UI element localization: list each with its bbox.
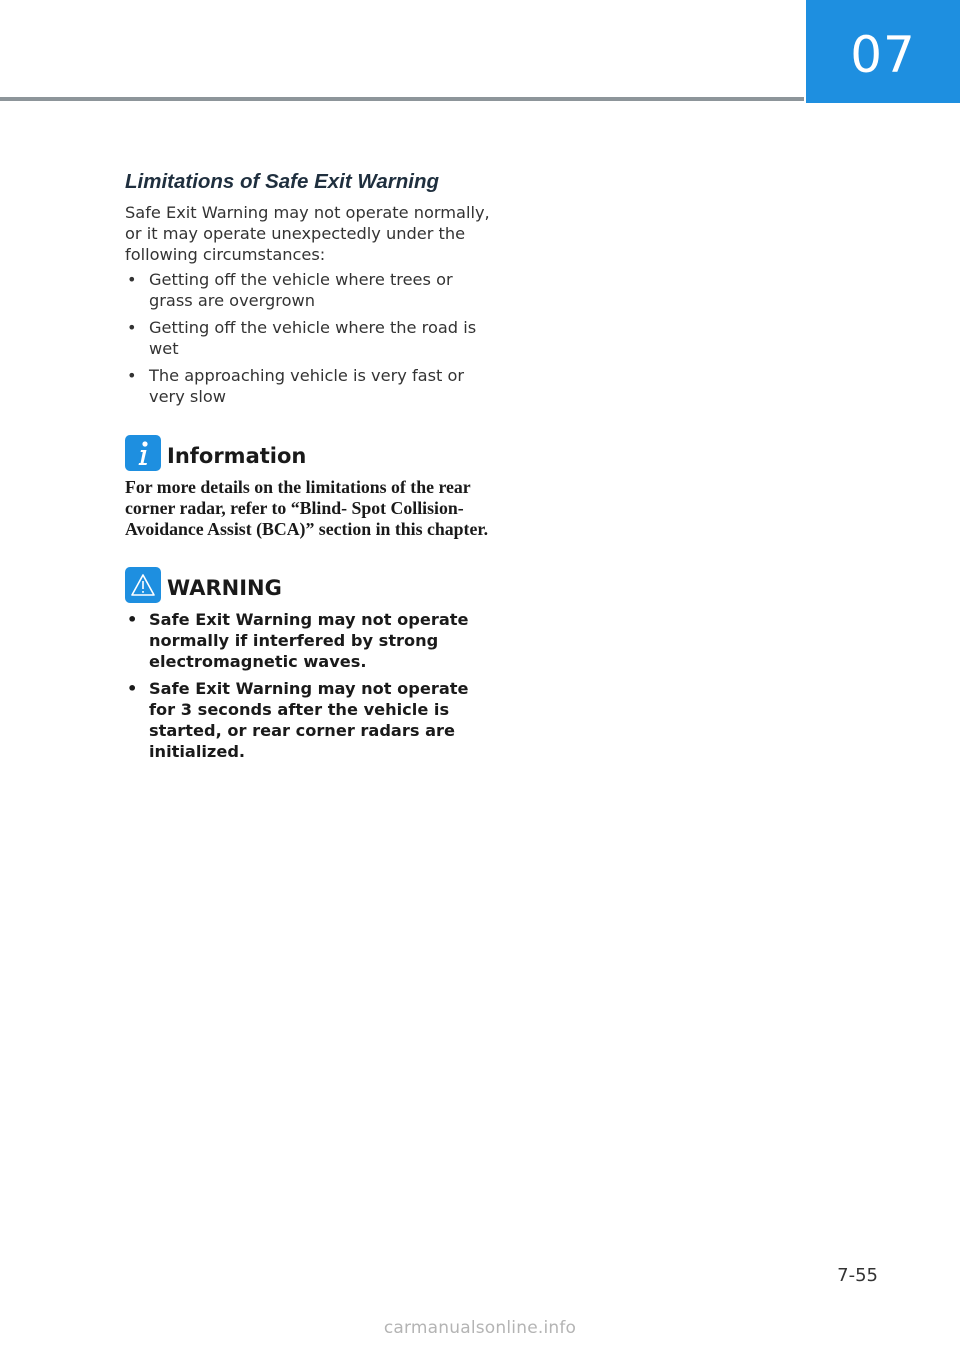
list-item-text: Safe Exit Warning may not operate normally if interfered by strong electromagnetic waves.: [149, 610, 469, 671]
warning-list: [125, 609, 493, 762]
page-number: 7-55: [837, 1265, 878, 1286]
warning-triangle-icon: [125, 567, 161, 603]
limitations-list: [125, 269, 493, 407]
list-item-text: Safe Exit Warning may not operate for 3 seconds after the vehicle is started, or rear corner radars are initialized.: [149, 679, 469, 761]
list-item-text: Getting off the vehicle where the road is wet: [149, 318, 477, 358]
warning-header: [125, 567, 493, 603]
bullet-glyph: •: [127, 610, 138, 629]
section-intro: Safe Exit Warning may not operate normally, or it may operate unexpectedly under the following circumstances:: [125, 203, 490, 264]
section-title: Limitations of Safe Exit Warning: [125, 170, 439, 193]
header-divider: [0, 97, 804, 101]
list-item: [125, 678, 493, 762]
main-content: [125, 170, 493, 768]
warning-label: WARNING: [167, 576, 282, 600]
bullet-glyph: •: [127, 679, 138, 698]
chapter-number: 07: [850, 25, 916, 84]
list-item: [125, 317, 493, 359]
information-header: [125, 435, 493, 471]
bullet-glyph: •: [127, 366, 137, 385]
bullet-glyph: •: [127, 318, 137, 337]
bullet-glyph: •: [127, 270, 137, 289]
info-icon: [125, 435, 161, 471]
watermark: carmanualsonline.info: [383, 1318, 577, 1338]
list-item: [125, 269, 493, 311]
information-box: [125, 435, 493, 540]
list-item-text: The approaching vehicle is very fast or very slow: [149, 366, 465, 406]
information-text: For more details on the limitations of the rear corner radar, refer to “Blind- Spot Collision-Avoidance Assist (BCA)” section in this chapter.: [125, 477, 489, 539]
information-label: Information: [167, 444, 307, 468]
warning-box: [125, 567, 493, 762]
chapter-tab: [806, 0, 960, 103]
list-item: [125, 365, 493, 407]
list-item: [125, 609, 493, 672]
list-item-text: Getting off the vehicle where trees or grass are overgrown: [149, 270, 453, 310]
